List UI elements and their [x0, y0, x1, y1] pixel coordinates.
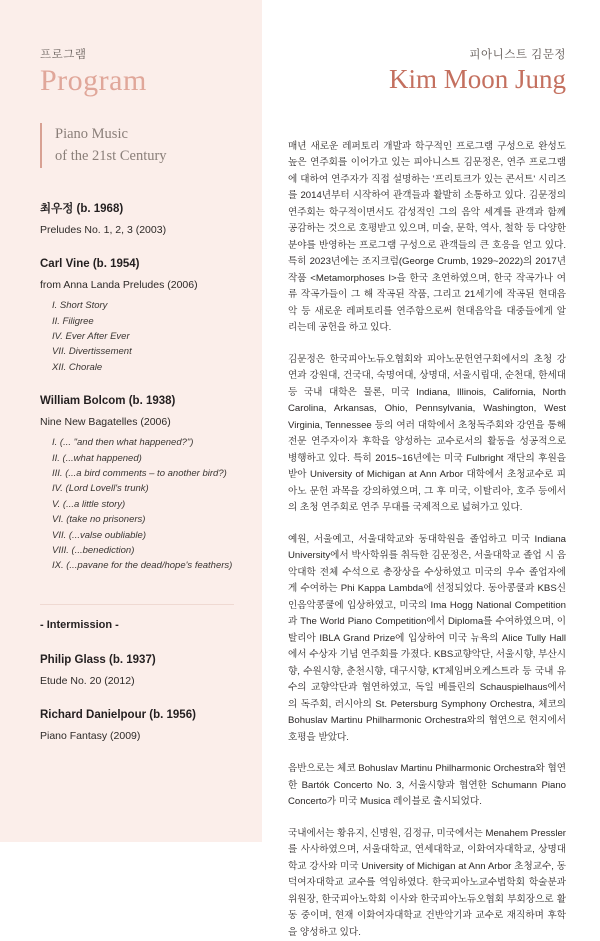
composer-name: 최우정 (b. 1968)	[40, 202, 124, 215]
movement-item: XII. Chorale	[52, 361, 103, 373]
program-entry	[40, 257, 234, 375]
work-title: from Anna Landa Preludes (2006)	[40, 279, 198, 292]
program-entry	[40, 653, 234, 689]
subtitle-accent-bar	[40, 123, 42, 168]
composer-name: Philip Glass (b. 1937)	[40, 653, 156, 666]
program-panel	[0, 0, 262, 842]
movement-item: IV. Ever After Ever	[52, 331, 130, 342]
work-title: Etude No. 20 (2012)	[40, 674, 135, 687]
intermission-label: - Intermission -	[40, 604, 234, 631]
movement-item: II. Filigree	[52, 315, 94, 327]
program-label-kr: 프로그램	[40, 49, 87, 61]
bio-paragraph: 김문정은 한국피아노듀오협회와 피아노문헌연구회에서의 초청 강연과 강원대, 건국대, 숙명여대, 상명대, 서울시립대, 순천대, 한세대 등 국내 대학은 물론, 미국 Indiana, Illinois, California, North Carolina, Arkansas, Ohio, Pennsylvania, Washington, West Virginia, Tennessee 등의 여러 대학에서 초청독주회와 강연을 통해 전문 연주자이자 후학을 양성하는 교수로서의 활동을 성공적으로 병행하고 있다. 특히 2015~16년에는 미국 Fulbright 재단의 후원을 받아 University of Michigan at Ann Arbor 대학에서 초청교수로 피아노 문헌 과목을 강의하였으며, 그 후 미국, 이탈리아, 호주 등에서의 초청 연주회로 연주 무대를 국제적으로 넓혀가고 있다.	[288, 353, 566, 514]
program-entry	[40, 394, 234, 574]
program-entry	[40, 202, 234, 238]
movement-item: VI. (take no prisoners)	[52, 514, 146, 526]
subtitle-line-2: of the 21st Century	[55, 148, 167, 165]
subtitle-line-1: Piano Music	[55, 126, 128, 142]
work-title: Nine New Bagatelles (2006)	[40, 416, 171, 429]
work-title: Piano Fantasy (2009)	[40, 729, 141, 742]
movement-item: VII. Divertissement	[52, 346, 132, 358]
movement-item: V. (...a little story)	[52, 498, 126, 510]
movement-list	[40, 435, 234, 573]
movement-list	[40, 298, 234, 375]
movement-item: IX. (...pavane for the dead/hope's feathers)	[52, 560, 233, 572]
bio-paragraph: 매년 새로운 레퍼토리 개발과 학구적인 프로그램 구성으로 완성도 높은 연주회를 이어가고 있는 피아니스트 김문정은, 연주 프로그램에 대하여 연주자가 직접 설명하는 '프리토크가 있는 콘서트' 시리즈를 2014년부터 시작하여 관객들과 활발히 소통하고 있다. 김문정의 연주회는 학구적이면서도 감성적인 그의 음악 세계를 관객과 함께 공감하는 것으로 호평받고 있으며, 미술, 문학, 역사, 철학 등 다양한 분야를 반영하는 프로그램 구성으로 관객들의 큰 호응을 얻고 있다. 특히 2023년에는 조지크럼(George Crumb, 1929~2022)의 2017년 작품 <Metamorphoses I>을 한국 초연하였으며, 한국 작곡가나 여류 작곡가들이 그 해 작곡된 작품, 그리고 21세기에 작곡된 현대음악 등 새로운 레퍼토리를 연주함으로써 현대음악을 대중들에게 알리는데 공헌을 하고 있다.	[288, 140, 566, 334]
subtitle-text-block	[55, 123, 167, 168]
movement-item: II. (...what happened)	[52, 452, 142, 464]
artist-panel	[262, 0, 600, 938]
bio-paragraph: 음반으로는 체코 Bohuslav Martinu Philharmonic Orchestra와 협연한 Bartók Concerto No. 3, 서울시향과 협연한 Schumann Piano Concerto가 미국 Musica 레이블로 출시되었다.	[288, 763, 566, 808]
program-title: Program	[40, 64, 147, 97]
movement-item: IV. (Lord Lovell's trunk)	[52, 483, 149, 495]
movement-item: I. (... "and then what happened?")	[52, 437, 194, 449]
composer-name: William Bolcom (b. 1938)	[40, 395, 176, 408]
artist-name: Kim Moon Jung	[388, 64, 566, 94]
movement-item: III. (...a bird comments – to another bird?)	[52, 468, 227, 480]
movement-item: I. Short Story	[52, 300, 108, 312]
bio-paragraph: 예원, 서울예고, 서울대학교와 동대학원을 졸업하고 미국 Indiana University에서 박사학위를 취득한 김문정은, 서울대학교 졸업 시 음악대학 전체 수석으로 총장상을 수상하였고 미국의 우수 졸업자에게 수여하는 Phi Kappa Lambda에 선정되었다. 동아콩쿨과 KBS신인음악콩쿨에 입상하였고, 미국의 Ima Hogg National Competition과 The World Piano Competition에서 Diploma를 수여하였으며, 이탈리아 IBLA Grand Prize에 입상하여 미국 뉴욕의 Alice Tully Hall에서 수상자 기념 연주회를 가졌다. KBS교향악단, 서울시향, 부산시향, 수원시향, 춘천시향, 대구시향, KT체임버오케스트라 등 국내 유수의 교향악단과 협연하였고, 독일 베를린의 Schauspielhaus에서의 독주회, 러시아의 St. Petersburg Symphony Orchestra, 체코의 Bohuslav Martinu Philharmonic Orchestra와의 협연으로 현지에서 호평을 받았다.	[288, 533, 566, 743]
work-title: Preludes No. 1, 2, 3 (2003)	[40, 223, 167, 236]
movement-item: VIII. (...benediction)	[52, 544, 135, 556]
program-subtitle	[40, 123, 234, 168]
program-entry	[40, 708, 234, 744]
artist-label-kr: 피아니스트 김문정	[469, 49, 566, 61]
composer-name: Carl Vine (b. 1954)	[40, 258, 140, 271]
movement-item: VII. (...valse oubliable)	[52, 529, 146, 541]
composer-name: Richard Danielpour (b. 1956)	[40, 708, 196, 721]
bio-paragraph: 국내에서는 황유지, 신명원, 김정규, 미국에서는 Menahem Pressler를 사사하였으며, 서울대학교, 연세대학교, 이화여자대학교, 상명대학교 강사와 미국 University of Michigan at Ann Arbor 초청교수, 동덕여자대학교 교수를 역임하였다. 한국피아노교수법학회 학술분과위원장, 한국피아노학회 이사와 한국피아노듀오협회 부회장으로 활동 중이며, 현재 이화여자대학교 건반악기과 교수로 재직하며 후학을 양성하고 있다.	[288, 827, 566, 938]
